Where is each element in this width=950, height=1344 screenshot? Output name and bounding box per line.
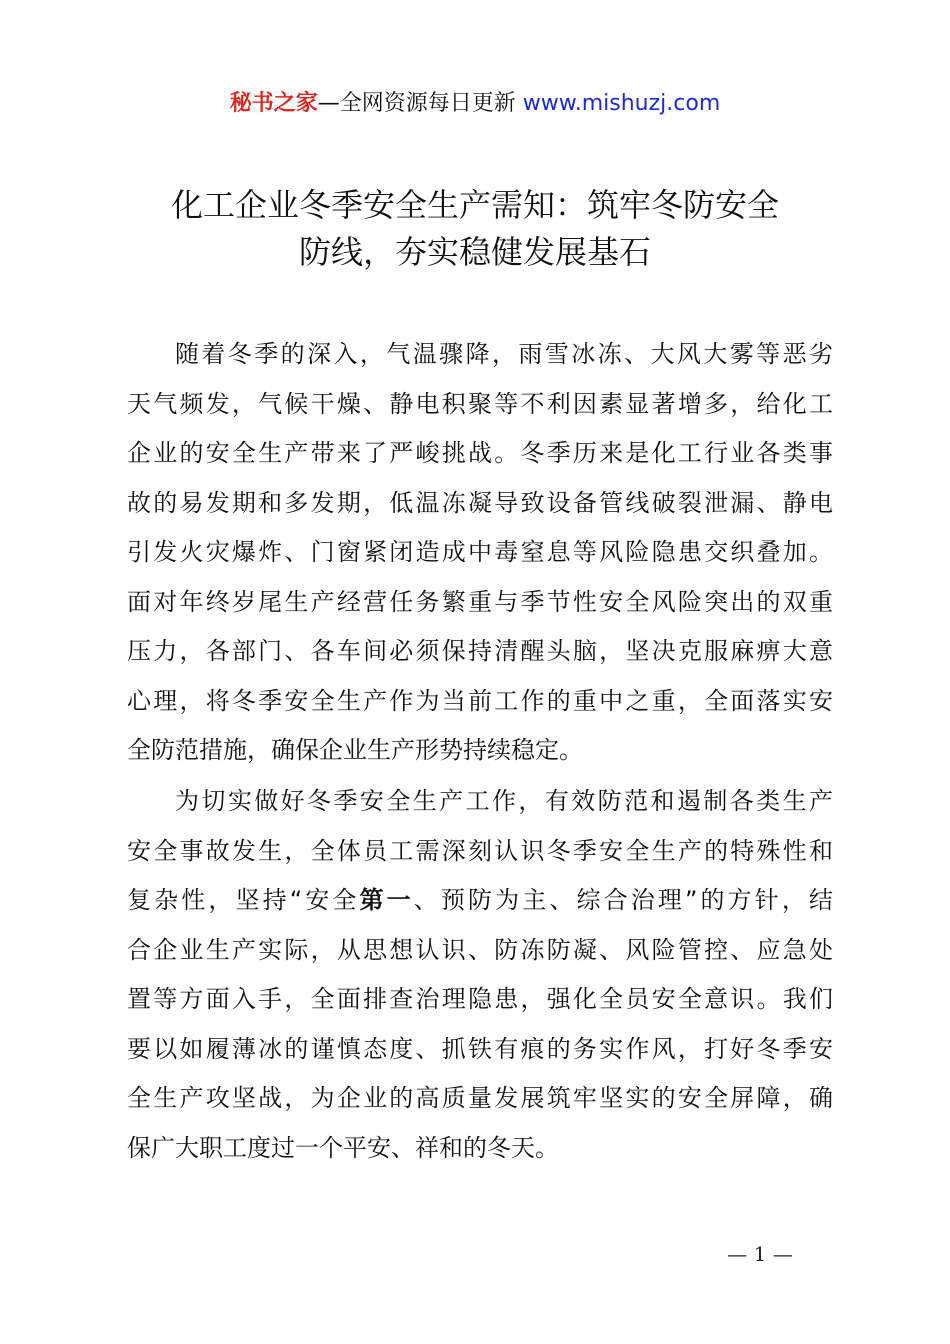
document-title bbox=[60, 182, 890, 276]
paragraph-line: 全生产攻坚战，为企业的高质量发展筑牢坚实的安全屏障，确 bbox=[127, 1084, 833, 1112]
site-url-link[interactable]: www.mishuzj.com bbox=[522, 91, 721, 116]
paragraph-line: 保广大职工度过一个平安、祥和的冬天。 bbox=[127, 1133, 559, 1162]
paragraph-line: 为切实做好冬季安全生产工作，有效防范和遏制各类生产 bbox=[175, 787, 833, 815]
paragraph-line-with-emphasis bbox=[127, 876, 833, 926]
paragraph-line: 合企业生产实际，从思想认识、防冻防凝、风险管控、应急处 bbox=[127, 935, 833, 964]
paragraph-line: 全防范措施，确保企业生产形势持续稳定。 bbox=[127, 736, 583, 764]
site-header bbox=[0, 88, 950, 120]
paragraph-line: 随着冬季的深入，气温骤降，雨雪冰冻、大风大雾等恶劣 bbox=[175, 340, 833, 368]
emphasis-text: 第一 bbox=[359, 886, 414, 914]
paragraph-line: 心理，将冬季安全生产作为当前工作的重中之重，全面落实安 bbox=[127, 686, 833, 715]
title-line-1: 化工企业冬季安全生产需知：筑牢冬防安全 bbox=[170, 186, 779, 224]
site-brand: 秘书之家 bbox=[229, 91, 318, 116]
paragraph-2 bbox=[127, 777, 833, 1173]
paragraph-1 bbox=[127, 330, 833, 776]
paragraph-line: 要以如履薄冰的谨慎态度、抓铁有痕的务实作风，打好冬季安 bbox=[127, 1034, 833, 1063]
paragraph-line: 引发火灾爆炸、门窗紧闭造成中毒窒息等风险隐患交织叠加。 bbox=[127, 538, 833, 566]
line-text: 复杂性，坚持“安全 bbox=[127, 886, 360, 914]
paragraph-line: 置等方面入手，全面排查治理隐患，强化全员安全意识。我们 bbox=[127, 985, 833, 1013]
title-line-2: 防线，夯实稳健发展基石 bbox=[298, 233, 651, 271]
paragraph-line: 安全事故发生，全体员工需深刻认识冬季安全生产的特殊性和 bbox=[127, 836, 833, 865]
paragraph-line: 企业的安全生产带来了严峻挑战。冬季历来是化工行业各类事 bbox=[127, 439, 833, 467]
paragraph-line: 故的易发期和多发期，低温冻凝导致设备管线破裂泄漏、静电 bbox=[127, 488, 833, 517]
page-number: — 1 — bbox=[727, 1242, 793, 1266]
site-tagline: —全网资源每日更新 bbox=[317, 91, 523, 116]
line-text: 、预防为主、综合治理”的方针，结 bbox=[413, 886, 834, 914]
paragraph-line: 天气频发，气候干燥、静电积聚等不利因素显著增多，给化工 bbox=[127, 389, 833, 418]
paragraph-line: 压力，各部门、各车间必须保持清醒头脑，坚决克服麻痹大意 bbox=[127, 637, 833, 665]
paragraph-line: 面对年终岁尾生产经营任务繁重与季节性安全风险突出的双重 bbox=[127, 587, 833, 616]
